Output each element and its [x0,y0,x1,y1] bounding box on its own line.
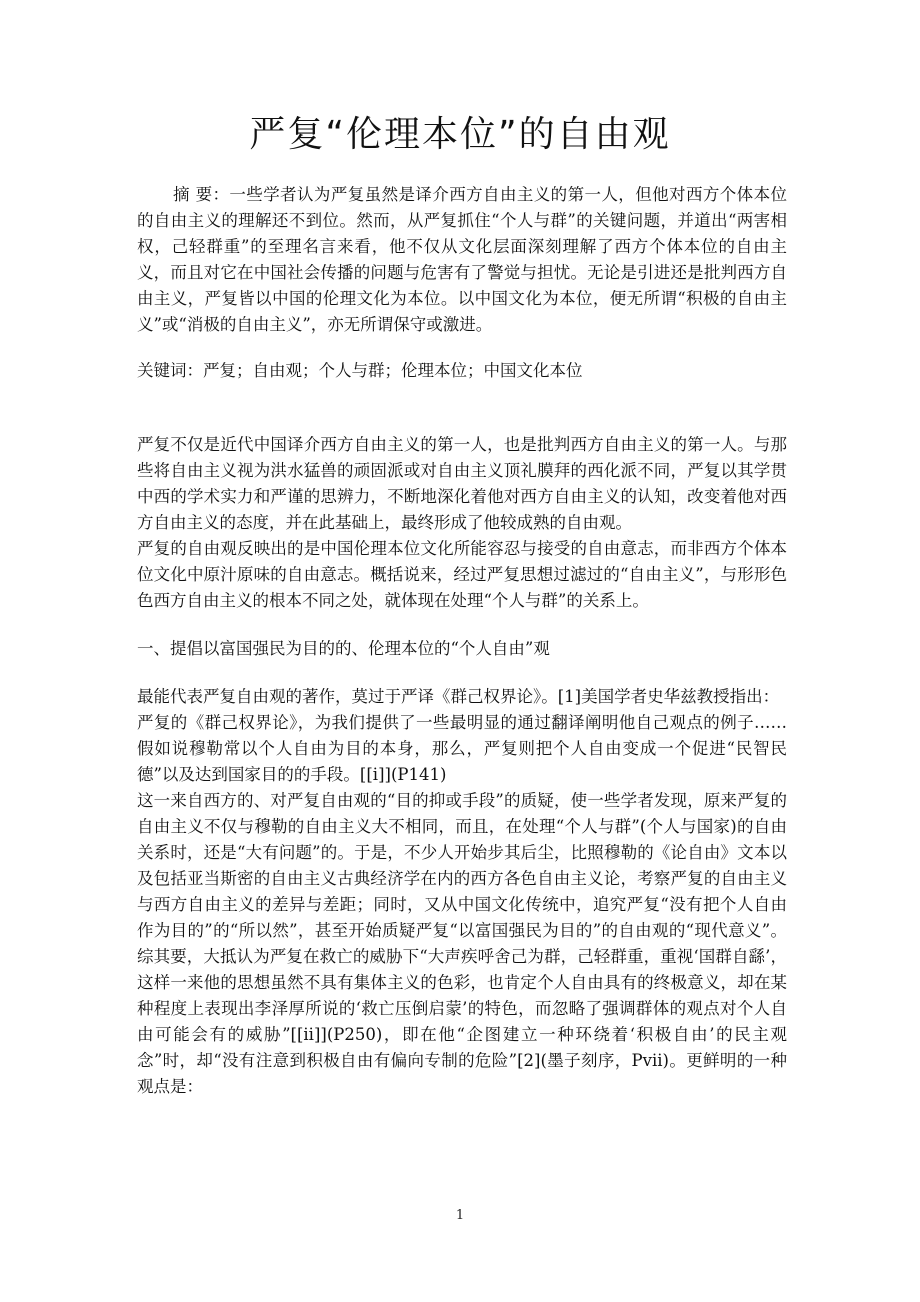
page-number: 1 [455,1208,465,1223]
document-body [137,182,787,1100]
spacer [137,614,787,636]
spacer [137,662,787,684]
keywords-line: 关键词：严复；自由观；个人与群；伦理本位；中国文化本位 [137,361,583,380]
body-paragraph: 最能代表严复自由观的著作，莫过于严译《群己权界论》。[1]美国学者史华兹教授指出： [137,687,780,706]
spacer [137,384,787,432]
spacer [137,338,787,358]
quote-paragraph: 严复的《群己权界论》，为我们提供了一些最明显的通过翻译阐明他自己观点的例子……假如说穆勒常以个人自由为目的本身，那么，严复则把个人自由变成一个促进“民智民德”以及达到国家目的的手段。[[i]](P141) [137,713,787,784]
abstract-paragraph: 摘 要：一些学者认为严复虽然是译介西方自由主义的第一人，但他对西方个体本位的自由主义的理解还不到位。然而，从严复抓住“个人与群”的关键问题，并道出“两害相权，己轻群重”的至理名言来看，他不仅从文化层面深刻理解了西方个体本位的自由主义，而且对它在中国社会传播的问题与危害有了警觉与担忧。无论是引进还是批判西方自由主义，严复皆以中国的伦理文化为本位。以中国文化为本位，便无所谓“积极的自由主义”或“消极的自由主义”，亦无所谓保守或激进。 [137,185,787,334]
body-paragraph: 严复不仅是近代中国译介西方自由主义的第一人，也是批判西方自由主义的第一人。与那些将自由主义视为洪水猛兽的顽固派或对自由主义顶礼膜拜的西化派不同，严复以其学贯中西的学术实力和严谨的思辨力，不断地深化着他对西方自由主义的认知，改变着他对西方自由主义的态度，并在此基础上，最终形成了他较成熟的自由观。 [137,435,787,532]
body-paragraph: 严复的自由观反映出的是中国伦理本位文化所能容忍与接受的自由意志，而非西方个体本位文化中原汁原味的自由意志。概括说来，经过严复思想过滤过的“自由主义”，与形形色色西方自由主义的根本不同之处，就体现在处理“个人与群”的关系上。 [137,539,787,610]
document-title: 严复“伦理本位”的自由观 [249,114,671,155]
body-paragraph: 这一来自西方的、对严复自由观的“目的抑或手段”的质疑，使一些学者发现，原来严复的自由主义不仅与穆勒的自由主义大不相同，而且，在处理“个人与群”(个人与国家)的自由关系时，还是“大有问题”的。于是，不少人开始步其后尘，比照穆勒的《论自由》文本以及包括亚当斯密的自由主义古典经济学在内的西方各色自由主义论，考察严复的自由主义与西方自由主义的差异与差距；同时，又从中国文化传统中，追究严复“没有把个人自由作为目的”的“所以然”，甚至开始质疑严复“以富国强民为目的”的自由观的“现代意义”。综其要，大抵认为严复在救亡的威胁下“大声疾呼舍己为群，己轻群重，重视‘国群自繇’，这样一来他的思想虽然不具有集体主义的色彩，也肯定个人自由具有的终极意义，却在某种程度上表现出李泽厚所说的‘救亡压倒启蒙’的特色，而忽略了强调群体的观点对个人自由可能会有的威胁”[[ii]](P250)，即在他“企图建立一种环绕着‘积极自由’的民主观念”时，却“没有注意到积极自由有偏向专制的危险”[2](墨子刻序，Pvii)。更鲜明的一种观点是： [137,791,787,1096]
section-heading: 一、提倡以富国强民为目的的、伦理本位的“个人自由”观 [137,639,550,658]
